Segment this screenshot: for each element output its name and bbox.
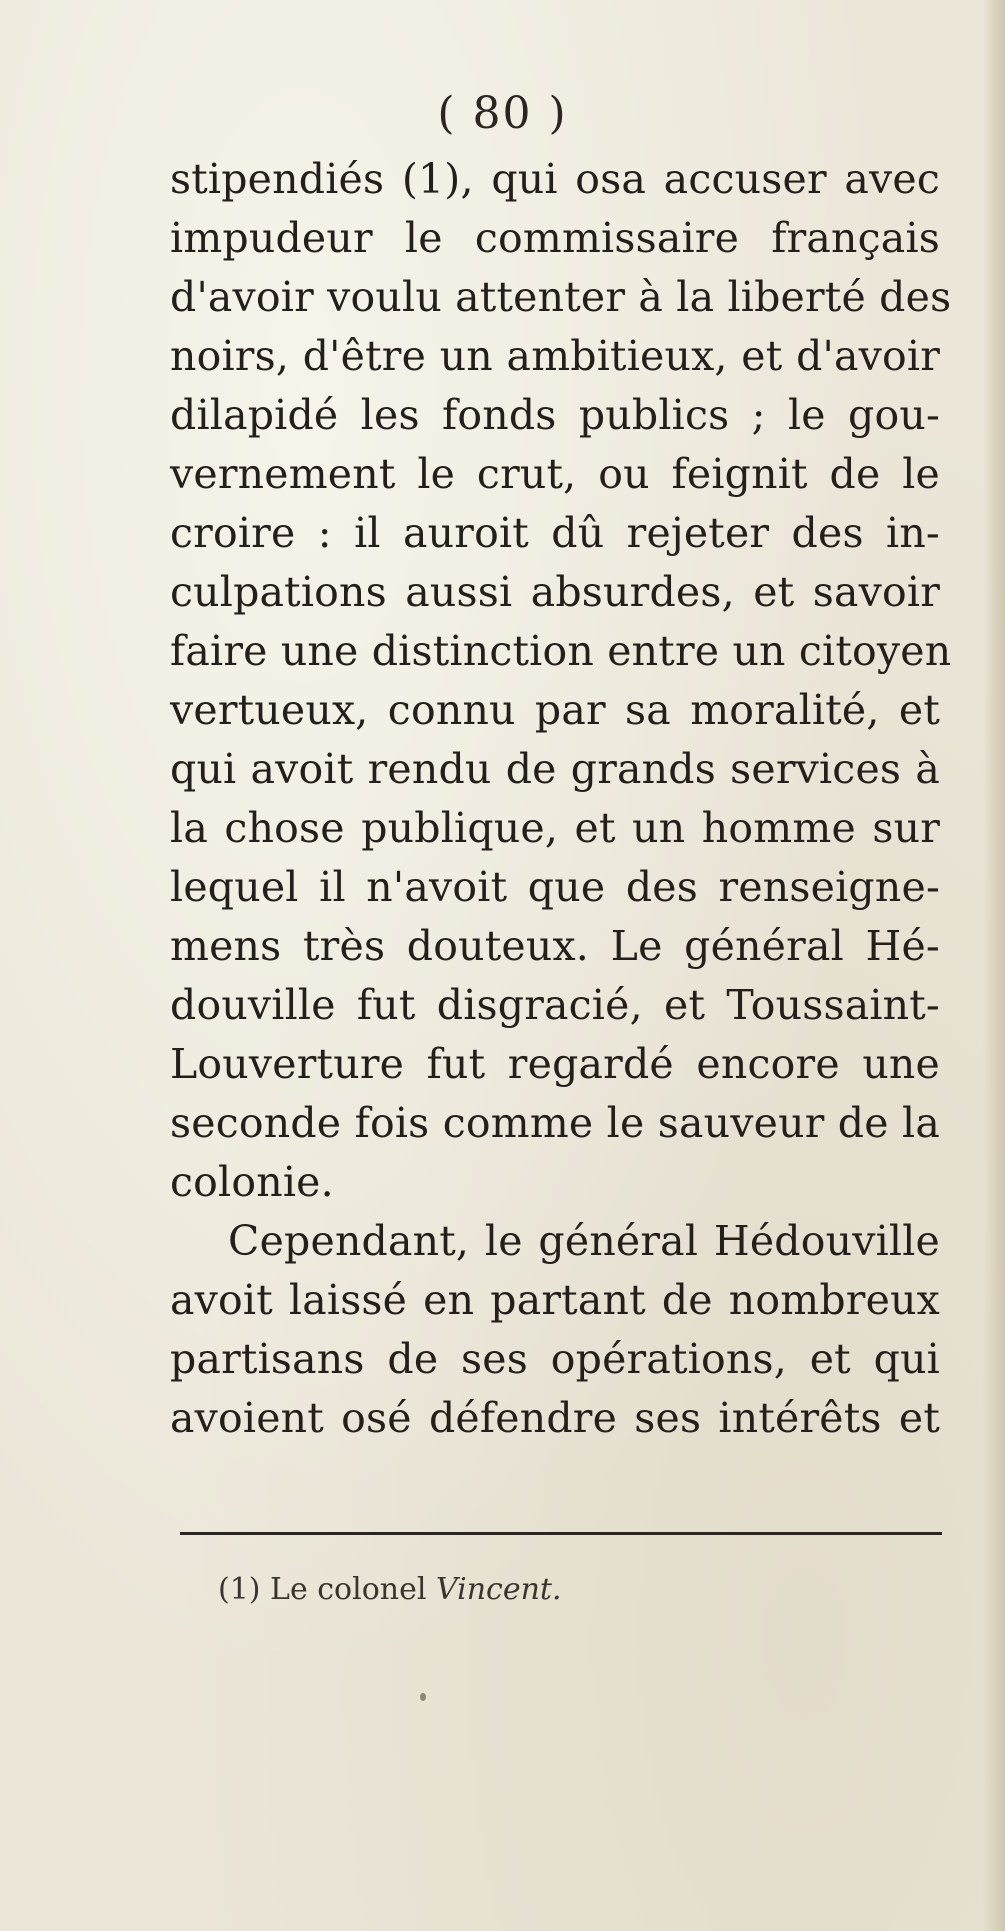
- text-line: avoit laissé en partant de nombreux: [170, 1276, 940, 1324]
- text-line: douville fut disgracié, et Toussaint-: [170, 981, 940, 1029]
- page-number: ( 80 ): [437, 88, 568, 139]
- text-line: mens très douteux. Le général Hé-: [170, 922, 940, 970]
- text-line: vernement le crut, ou feignit de le: [170, 450, 940, 498]
- text-line: seconde fois comme le sauveur de la: [170, 1099, 940, 1147]
- text-line: dilapidé les fonds publics ; le gou-: [170, 391, 940, 439]
- text-line: stipendiés (1), qui osa accuser avec: [170, 155, 940, 203]
- footnote-marker: (1): [218, 1572, 261, 1607]
- footnote: [218, 1572, 562, 1607]
- text-line: croire : il auroit dû rejeter des in-: [170, 509, 940, 557]
- text-line: lequel il n'avoit que des renseigne-: [170, 863, 940, 911]
- text-line: culpations aussi absurdes, et savoir: [170, 568, 940, 616]
- body-text: [170, 150, 952, 1448]
- text-line: Louverture fut regardé encore une: [170, 1040, 940, 1088]
- text-line: la chose publique, et un homme sur: [170, 804, 940, 852]
- paper-speck: [420, 1693, 426, 1701]
- text-line: vertueux, connu par sa moralité, et: [170, 686, 940, 734]
- paragraph-end-line: colonie.: [170, 1158, 334, 1206]
- text-line: faire une distinction entre un citoyen: [170, 627, 952, 675]
- text-line: avoient osé défendre ses intérêts et: [170, 1394, 940, 1442]
- text-line: partisans de ses opérations, et qui: [170, 1335, 940, 1383]
- text-line: impudeur le commissaire français: [170, 214, 940, 262]
- footnote-rule: [180, 1532, 942, 1535]
- text-line: noirs, d'être un ambitieux, et d'avoir: [170, 332, 940, 380]
- page-edge-shadow: [983, 0, 1005, 1931]
- footnote-text: Le colonel: [270, 1572, 427, 1607]
- paragraph-start-line: Cependant, le général Hédouville: [228, 1217, 940, 1265]
- footnote-name: Vincent.: [436, 1572, 562, 1607]
- text-line: qui avoit rendu de grands services à: [170, 745, 940, 793]
- text-line: d'avoir voulu attenter à la liberté des: [170, 273, 952, 321]
